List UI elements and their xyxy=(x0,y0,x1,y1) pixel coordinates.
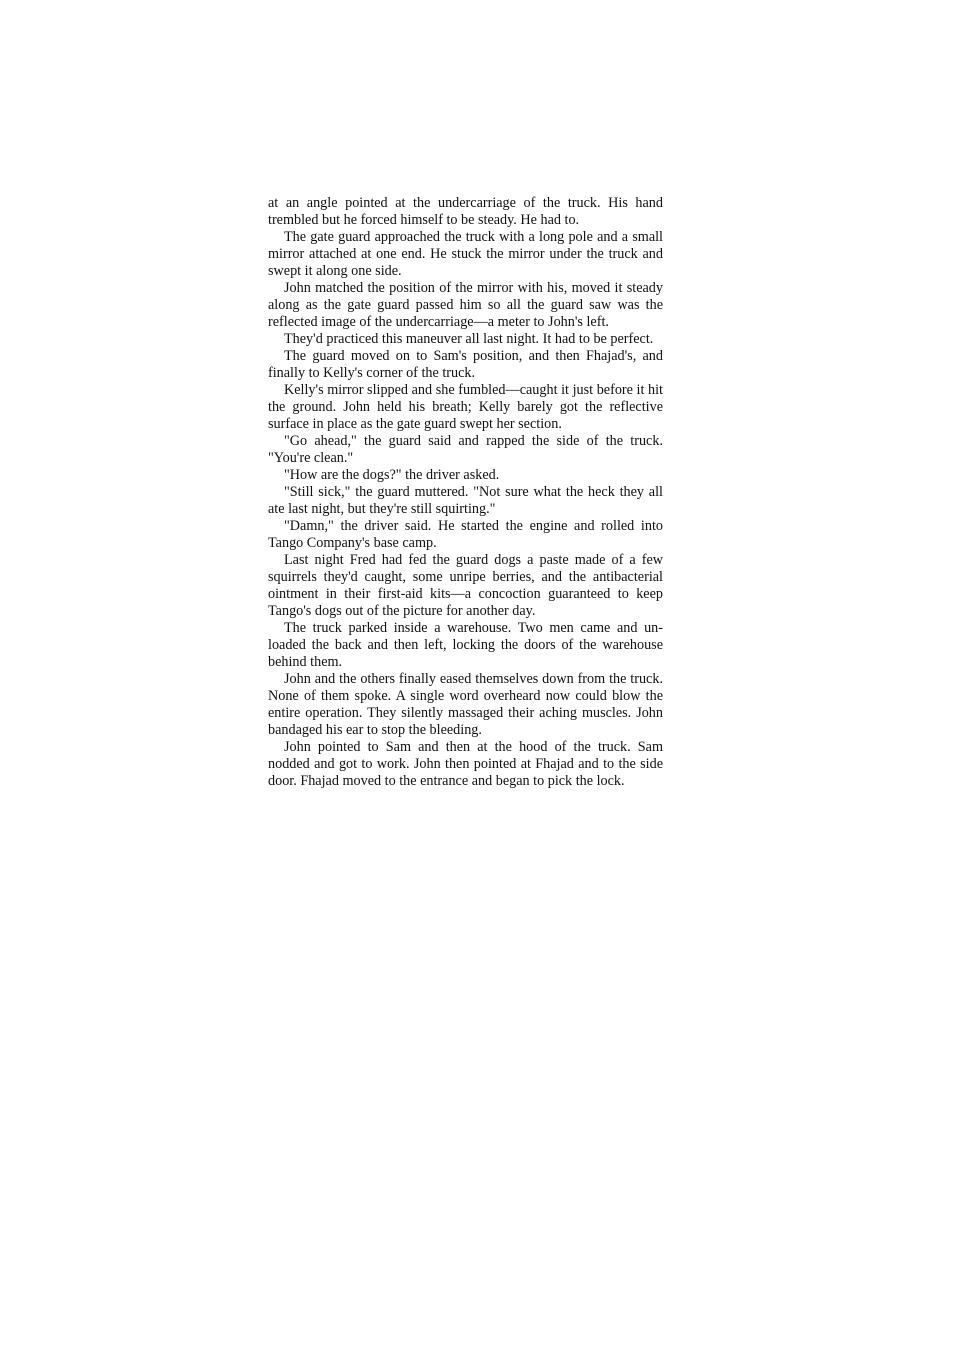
paragraph: Last night Fred had fed the guard dogs a paste made of a few squirrels they'd caught, some unripe berries, and the antibacterial ointment in their first-aid kits—a concoction guaranteed to keep Tango's dogs out of the picture for another day. xyxy=(268,552,663,619)
paragraph: "Still sick," the guard muttered. "Not sure what the heck they all ate last night, but they're still squirting." xyxy=(268,484,663,517)
paragraph: They'd practiced this maneuver all last night. It had to be perfect. xyxy=(284,331,654,347)
paragraph: John matched the position of the mirror with his, moved it steady along as the gate guard passed him so all the guard saw was the reflected image of the undercarriage—a meter to John's left. xyxy=(268,280,663,330)
paragraph: "How are the dogs?" the driver asked. xyxy=(284,467,500,483)
paragraph: Kelly's mirror slipped and she fumbled—caught it just before it hit the ground. John held his breath; Kelly barely got the reflective surface in place as the gate guard swept her section. xyxy=(268,382,663,432)
paragraph: John and the others finally eased themselves down from the truck. None of them spoke. A single word overheard now could blow the entire operation. They silently massaged their aching muscles. John bandaged his ear to stop the bleeding. xyxy=(268,671,663,738)
paragraph: The guard moved on to Sam's position, and then Fhajad's, and finally to Kelly's corner of the truck. xyxy=(268,348,663,381)
page-text-block xyxy=(268,195,663,790)
paragraph: John pointed to Sam and then at the hood of the truck. Sam nodded and got to work. John then pointed at Fhajad and to the side door. Fhajad moved to the entrance and began to pick the lock. xyxy=(268,739,663,789)
paragraph: The gate guard approached the truck with a long pole and a small mirror attached at one end. He stuck the mirror under the truck and swept it along one side. xyxy=(268,229,663,279)
paragraph: The truck parked inside a warehouse. Two men came and unloaded the back and then left, locking the doors of the warehouse behind them. xyxy=(268,620,663,670)
paragraph: at an angle pointed at the undercarriage of the truck. His hand trembled but he forced himself to be steady. He had to. xyxy=(268,195,663,228)
paragraph: "Go ahead," the guard said and rapped the side of the truck. "You're clean." xyxy=(268,433,663,466)
paragraph: "Damn," the driver said. He started the engine and rolled into Tango Company's base camp. xyxy=(268,518,663,551)
